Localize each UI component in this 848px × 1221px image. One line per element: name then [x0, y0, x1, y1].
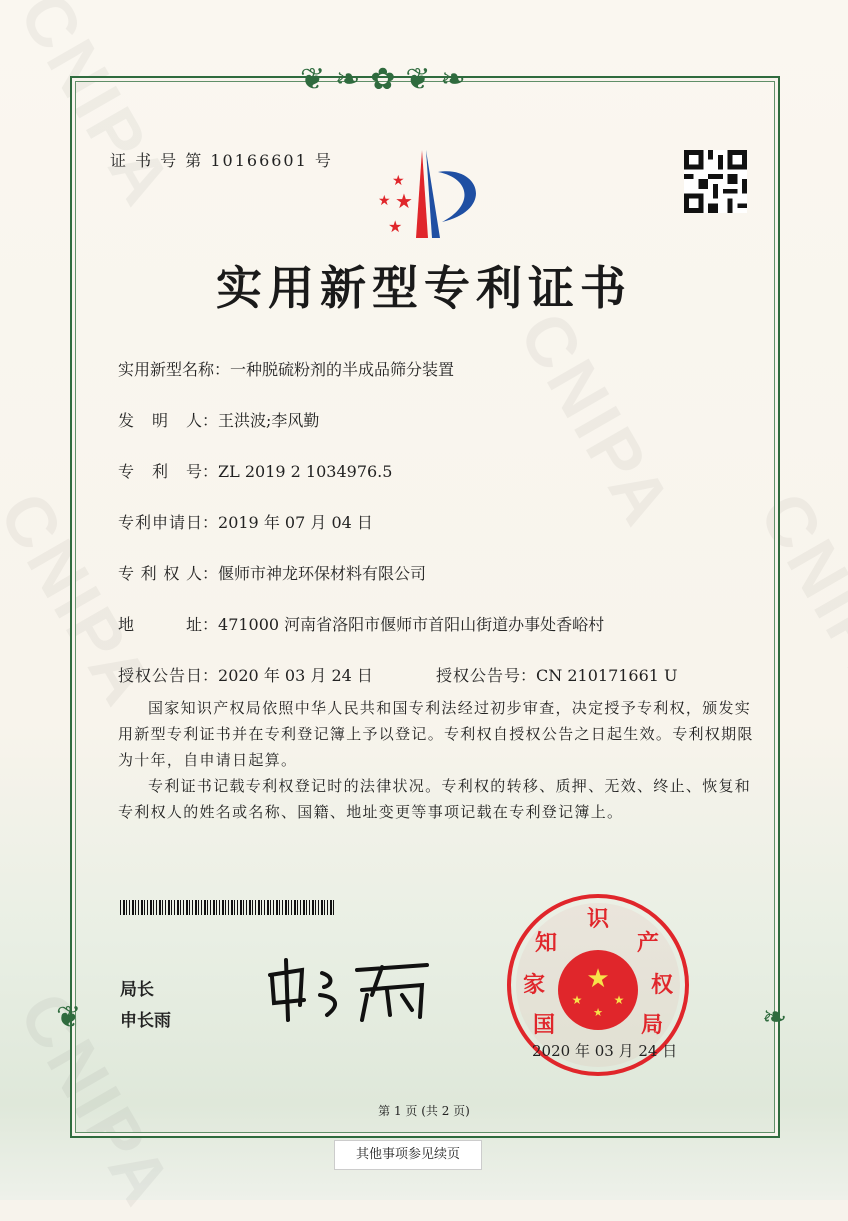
- ornament-top: ❦❧✿❦❧: [300, 62, 476, 97]
- svg-text:★: ★: [378, 193, 391, 209]
- certificate-title: 实用新型专利证书: [216, 261, 632, 315]
- svg-text:识: 识: [587, 906, 610, 932]
- svg-text:国: 国: [533, 1012, 556, 1038]
- field-grant-date: 授权公告日：2020 年 03 月 24 日: [118, 663, 373, 686]
- certificate-number: 证 书 号 第 10166601 号: [110, 151, 333, 170]
- field-value: 王洪波;李风勤: [218, 411, 320, 430]
- page-indicator: 第 1 页 (共 2 页): [378, 1104, 470, 1118]
- field-value: 2020 年 03 月 24 日: [218, 666, 373, 685]
- cnipa-logo: [360, 150, 490, 240]
- svg-text:★: ★: [395, 189, 413, 213]
- svg-text:★: ★: [613, 993, 625, 1007]
- field-label: 专利号: [118, 462, 202, 481]
- svg-text:局: 局: [641, 1012, 664, 1038]
- field-inventor: 发明人：王洪波;李风勤: [118, 408, 319, 431]
- seal-date: 2020 年 03 月 24 日: [532, 1042, 678, 1060]
- field-label: 专利申请日: [118, 513, 202, 532]
- field-patent-number: 专利号：ZL 2019 2 1034976.5: [118, 459, 392, 482]
- barcode: [120, 900, 335, 915]
- svg-text:★: ★: [571, 993, 583, 1007]
- field-label: 授权公告号: [436, 666, 520, 685]
- director-title: 局长: [120, 980, 154, 1000]
- field-address: 地址：471000 河南省洛阳市偃师市首阳山街道办事处香峪村: [118, 612, 604, 635]
- field-value: 471000 河南省洛阳市偃师市首阳山街道办事处香峪村: [218, 615, 605, 634]
- ornament-bottom-right: ❧: [762, 1000, 788, 1035]
- field-value: ZL 2019 2 1034976.5: [218, 462, 393, 481]
- field-patentee: 专利权人：偃师市神龙环保材料有限公司: [118, 561, 426, 584]
- svg-text:产: 产: [637, 930, 660, 956]
- grant-statement: 国家知识产权局依照中华人民共和国专利法经过初步审查，决定授予专利权，颁发实用新型专利证书并在专利登记簿上予以登记。专利权自授权公告之日起生效。专利权期限为十年，自申请日起算。: [118, 699, 754, 769]
- field-application-date: 专利申请日：2019 年 07 月 04 日: [118, 510, 373, 533]
- svg-text:知: 知: [535, 930, 558, 956]
- continue-page-button[interactable]: 其他事项参见续页: [334, 1140, 482, 1170]
- legal-status-statement: 专利证书记载专利权登记时的法律状况。专利权的转移、质押、无效、终止、恢复和专利权人的姓名或名称、国籍、地址变更等事项记载在专利登记簿上。: [118, 777, 752, 821]
- field-label: 实用新型名称: [118, 360, 215, 379]
- field-utility-model-name: 实用新型名称：一种脱硫粉剂的半成品筛分装置: [118, 360, 455, 379]
- svg-text:★: ★: [392, 173, 405, 189]
- field-value: 一种脱硫粉剂的半成品筛分装置: [230, 360, 455, 379]
- qr-code: [683, 150, 748, 213]
- director-signature: [262, 955, 437, 1025]
- field-label: 地址: [118, 615, 202, 634]
- field-label: 专利权人: [118, 564, 202, 583]
- field-label: 发明人: [118, 411, 202, 430]
- svg-text:★: ★: [586, 964, 610, 994]
- field-value: 偃师市神龙环保材料有限公司: [218, 564, 427, 583]
- field-publication-number: 授权公告号：CN 210171661 U: [436, 663, 678, 686]
- field-value: CN 210171661 U: [536, 666, 678, 685]
- ornament-bottom-left: ❦: [56, 1000, 82, 1035]
- field-label: 授权公告日: [118, 666, 202, 685]
- svg-text:权: 权: [651, 972, 674, 998]
- svg-text:★: ★: [593, 1006, 603, 1019]
- svg-text:家: 家: [523, 972, 546, 998]
- field-value: 2019 年 07 月 04 日: [218, 513, 373, 532]
- director-name: 申长雨: [120, 1011, 171, 1031]
- svg-text:★: ★: [388, 217, 403, 236]
